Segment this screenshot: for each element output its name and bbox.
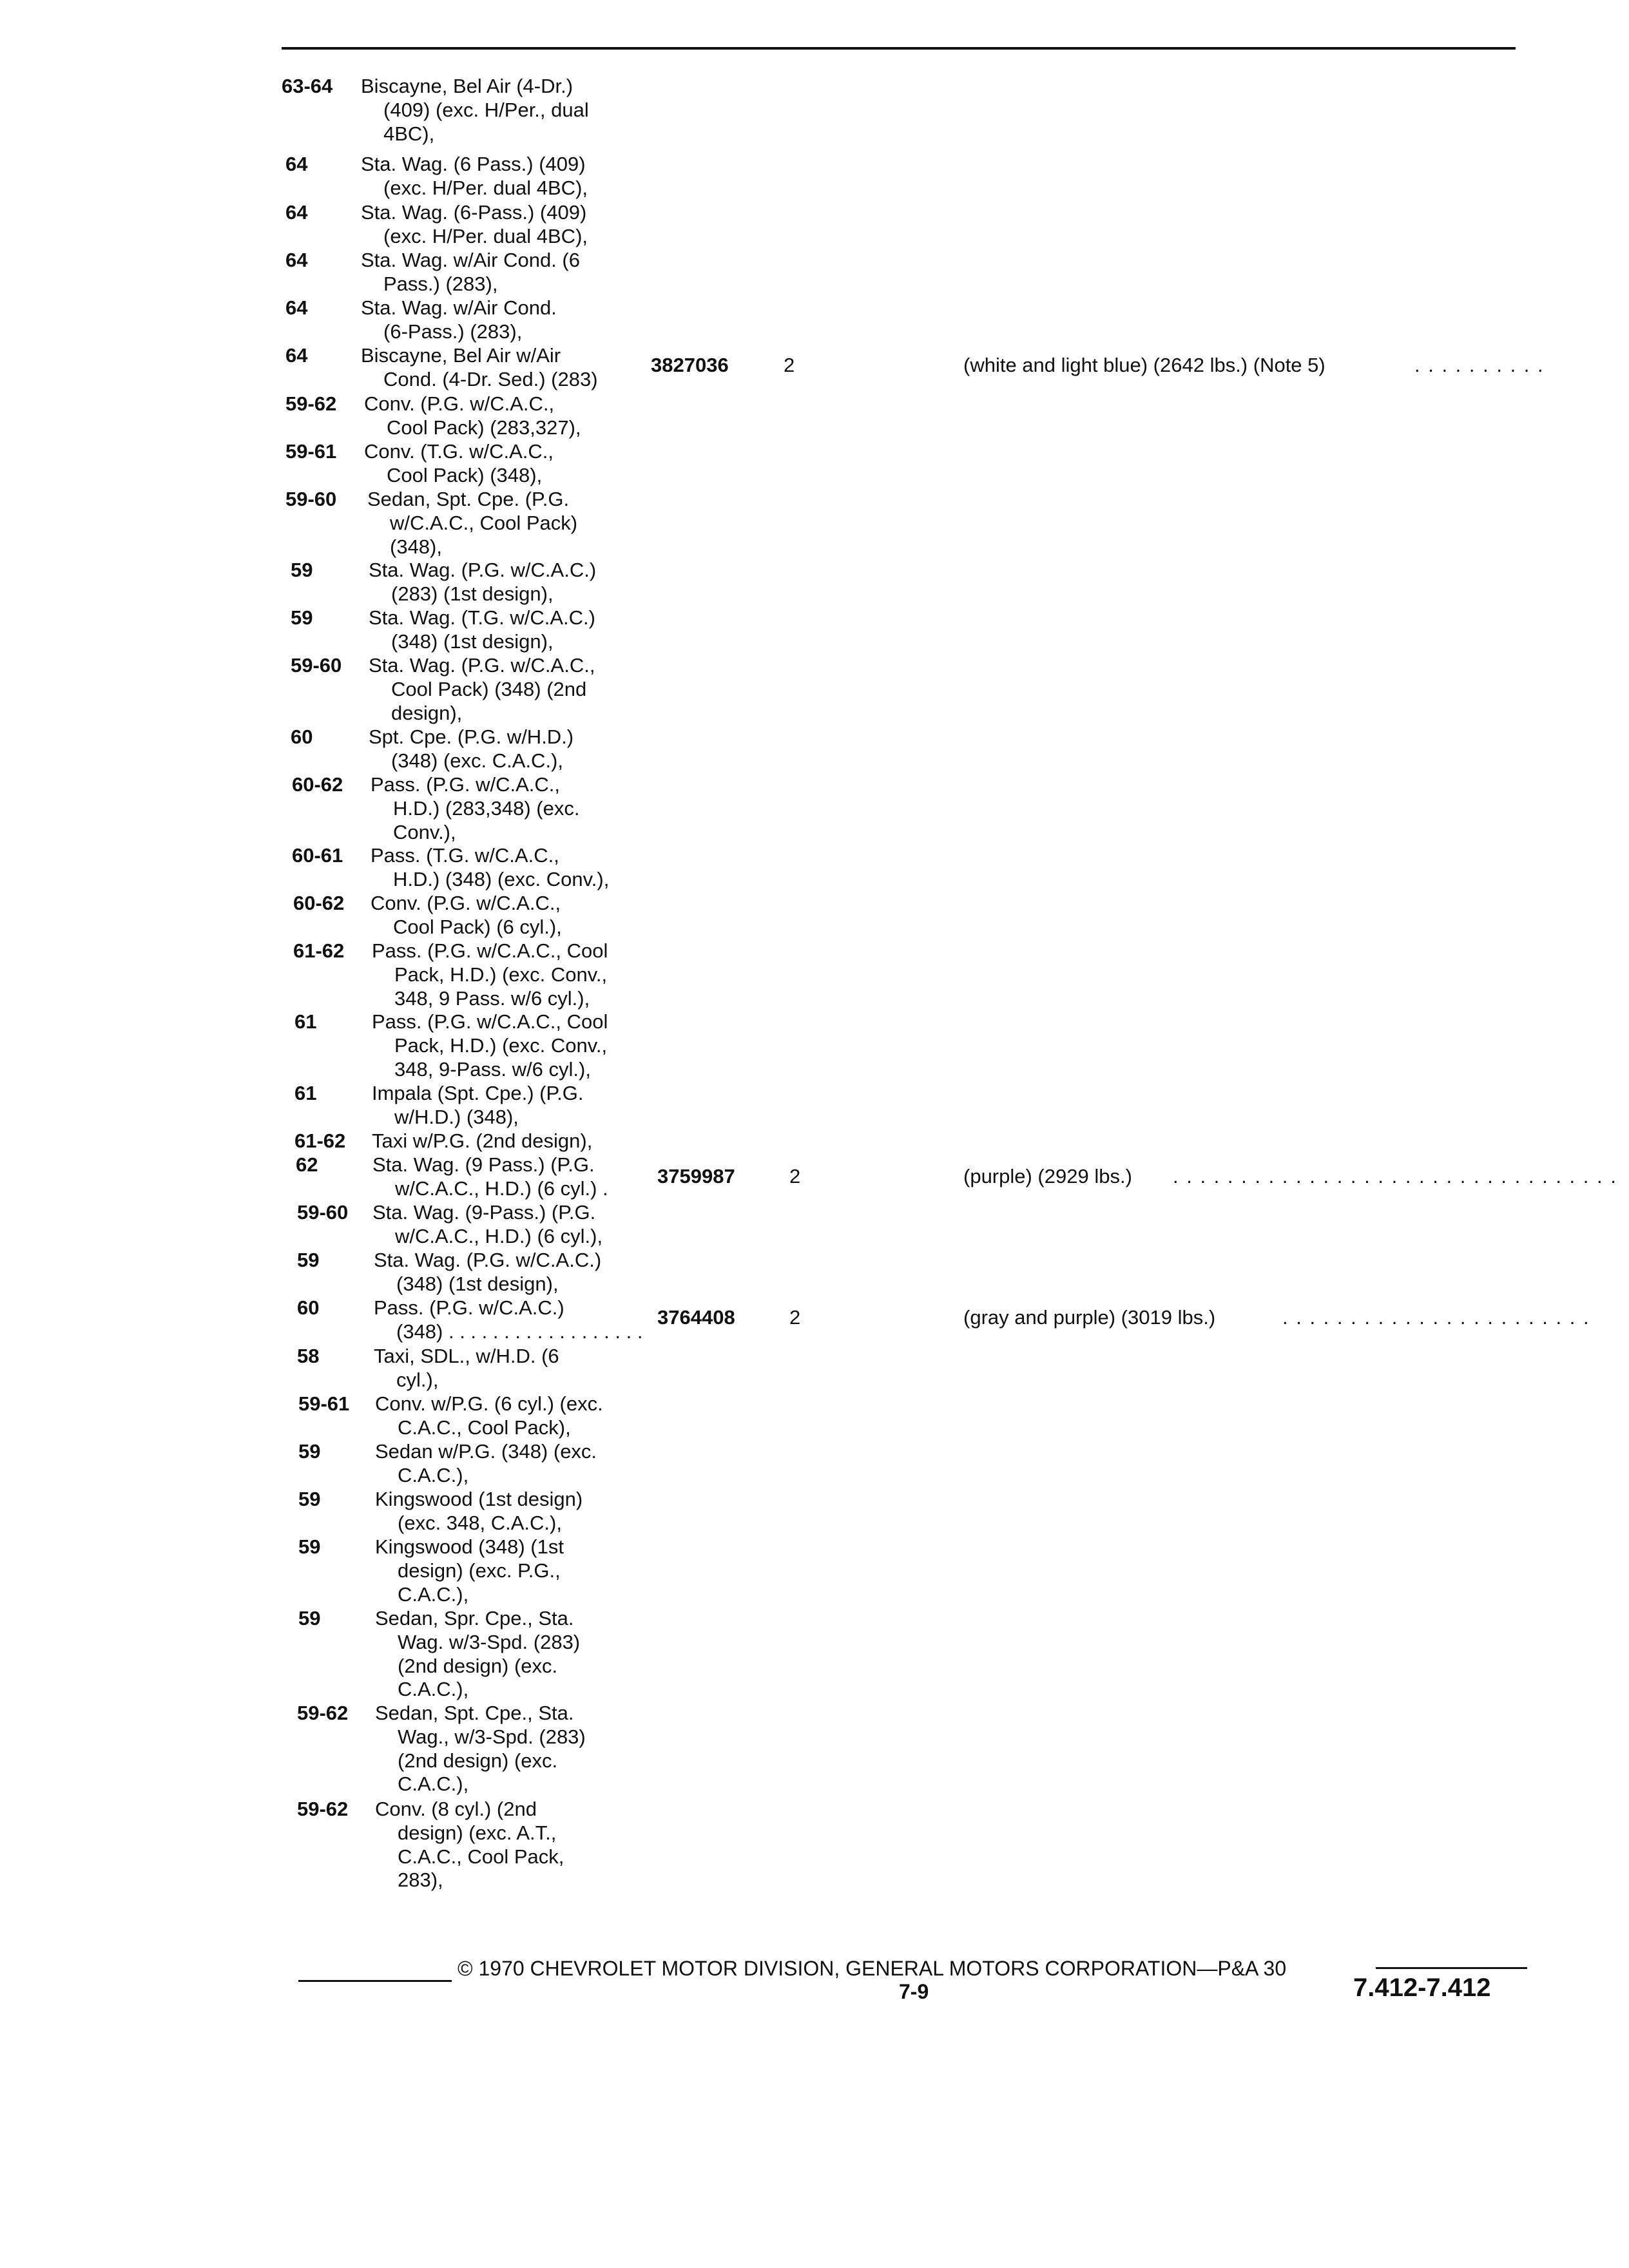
application-text-line: (348), <box>390 535 442 558</box>
model-years: 61-62 <box>294 1129 346 1152</box>
application-text-line: design), <box>391 701 463 724</box>
application-text-line: Taxi w/P.G. (2nd design), <box>372 1129 593 1152</box>
model-years: 61-62 <box>293 939 345 962</box>
dot-leader: . . . . . . . . . . . . . . . . . . . . . . . . . . . . . . . . . <box>1173 1165 1617 1187</box>
part-row <box>0 354 1629 377</box>
application-text-line: Cond. (4-Dr. Sed.) (283) <box>383 367 598 390</box>
application-text-line: w/C.A.C., H.D.) (6 cyl.) . <box>395 1177 608 1200</box>
model-years: 59 <box>298 1535 321 1558</box>
quantity: 2 <box>789 1306 801 1329</box>
model-years: 59-60 <box>285 488 337 510</box>
application-text-line: Conv. w/P.G. (6 cyl.) (exc. <box>375 1392 603 1415</box>
application-text-line: C.A.C.), <box>398 1582 469 1606</box>
application-text-line: Sta. Wag. w/Air Cond. <box>361 296 557 319</box>
application-text-line: Impala (Spt. Cpe.) (P.G. <box>372 1082 584 1104</box>
model-years: 61 <box>294 1010 317 1033</box>
application-text-line: Cool Pack) (348) (2nd <box>391 677 587 700</box>
application-text-line: Cool Pack) (6 cyl.), <box>393 915 562 938</box>
application-text-line: (348) (1st design), <box>396 1272 559 1295</box>
model-years: 63-64 <box>282 75 333 97</box>
application-entry <box>0 440 1629 486</box>
application-text-line: Biscayne, Bel Air w/Air <box>361 344 561 367</box>
application-text-line: Conv. (8 cyl.) (2nd <box>375 1798 537 1820</box>
application-entry <box>0 1201 1629 1247</box>
application-text-line: Pack, H.D.) (exc. Conv., <box>394 963 608 986</box>
model-years: 64 <box>285 201 308 224</box>
application-text-line: Pass. (P.G. w/C.A.C., Cool <box>372 939 608 962</box>
dot-leader: . . . . . . . . . . . . . . . . . . . . . . . <box>1282 1306 1590 1329</box>
application-entry <box>0 1129 1629 1153</box>
application-text-line: Biscayne, Bel Air (4-Dr.) <box>361 75 574 97</box>
application-entry <box>0 1535 1629 1606</box>
application-entry <box>0 1702 1629 1796</box>
application-text-line: Pass. (P.G. w/C.A.C., Cool <box>372 1010 608 1033</box>
application-text-line: Sta. Wag. w/Air Cond. (6 <box>361 249 580 271</box>
model-years: 64 <box>285 249 308 271</box>
model-years: 59 <box>298 1488 321 1510</box>
application-text-line: Cool Pack) (348), <box>387 463 543 486</box>
application-entry <box>0 1345 1629 1391</box>
application-text-line: design) (exc. P.G., <box>398 1559 561 1582</box>
application-text-line: Wag. w/3-Spd. (283) <box>398 1630 581 1653</box>
application-text-line: (2nd design) (exc. <box>398 1749 558 1772</box>
application-text-line: Sedan w/P.G. (348) (exc. <box>375 1440 597 1463</box>
model-years: 58 <box>297 1345 320 1367</box>
application-text-line: design) (exc. A.T., <box>398 1821 557 1844</box>
application-entry <box>0 559 1629 605</box>
model-years: 59 <box>291 606 313 629</box>
application-entry <box>0 606 1629 653</box>
application-text-line: Taxi, SDL., w/H.D. (6 <box>374 1345 559 1367</box>
application-text-line: Pass. (P.G. w/C.A.C.) <box>374 1296 564 1319</box>
application-text-line: Cool Pack) (283,327), <box>387 416 581 439</box>
application-entry <box>0 1010 1629 1081</box>
application-text-line: Pack, H.D.) (exc. Conv., <box>394 1033 608 1057</box>
application-text-line: Sta. Wag. (6-Pass.) (409) <box>361 201 587 224</box>
part-description: (white and light blue) (2642 lbs.) (Note 5) <box>963 354 1325 376</box>
application-entry <box>0 1392 1629 1439</box>
model-years: 60-62 <box>293 892 345 914</box>
model-years: 60-62 <box>292 773 343 796</box>
model-years: 59-61 <box>285 440 337 463</box>
application-text-line: Sta. Wag. (P.G. w/C.A.C.) <box>374 1249 602 1271</box>
model-years: 64 <box>285 153 308 175</box>
application-text-line: Spt. Cpe. (P.G. w/H.D.) <box>369 726 574 748</box>
application-text-line: Sedan, Spt. Cpe., Sta. <box>375 1702 574 1724</box>
application-text-line: Pass.) (283), <box>383 272 498 295</box>
application-text-line: 4BC), <box>383 122 435 145</box>
model-years: 59-62 <box>297 1798 349 1820</box>
application-entry <box>0 392 1629 439</box>
application-entry <box>0 296 1629 343</box>
top-rule <box>282 47 1516 50</box>
footer-rule-right <box>1376 1967 1527 1969</box>
application-text-line: cyl.), <box>396 1368 439 1391</box>
application-entry <box>0 892 1629 938</box>
copyright-notice: © 1970 CHEVROLET MOTOR DIVISION, GENERAL MOTORS CORPORATION—P&A 30 <box>458 1957 1287 1980</box>
application-entry <box>0 1798 1629 1892</box>
application-entry <box>0 1607 1629 1701</box>
section-number: 7.412-7.412 <box>1353 1974 1491 2002</box>
application-entry <box>0 249 1629 295</box>
part-row <box>0 1165 1629 1188</box>
application-text-line: Pass. (P.G. w/C.A.C., <box>371 773 561 796</box>
application-text-line: C.A.C., Cool Pack, <box>398 1845 564 1868</box>
application-text-line: C.A.C.), <box>398 1773 469 1796</box>
model-years: 60-61 <box>292 844 343 867</box>
application-text-line: (348) . . . . . . . . . . . . . . . . . . <box>396 1320 643 1343</box>
application-text-line: H.D.) (283,348) (exc. <box>393 796 580 820</box>
page-number: 7-9 <box>899 1980 929 2003</box>
model-years: 59-62 <box>297 1702 349 1724</box>
model-years: 59-60 <box>291 654 342 677</box>
application-entry <box>0 773 1629 843</box>
model-years: 60 <box>291 726 313 748</box>
application-entry <box>0 488 1629 558</box>
application-text-line: Sta. Wag. (6 Pass.) (409) <box>361 153 586 175</box>
part-number: 3759987 <box>657 1165 735 1187</box>
application-entry <box>0 939 1629 1010</box>
application-text-line: C.A.C.), <box>398 1463 469 1486</box>
application-entry <box>0 201 1629 247</box>
application-text-line: (409) (exc. H/Per., dual <box>383 98 589 121</box>
part-number: 3764408 <box>657 1306 735 1329</box>
application-entry <box>0 1488 1629 1534</box>
application-text-line: (exc. H/Per. dual 4BC), <box>383 176 588 199</box>
application-text-line: Conv. (P.G. w/C.A.C., <box>371 892 561 914</box>
part-row <box>0 1306 1629 1329</box>
application-text-line: Sta. Wag. (P.G. w/C.A.C., <box>369 654 595 677</box>
model-years: 59-61 <box>298 1392 350 1415</box>
footer-rule-left <box>298 1980 452 1982</box>
application-text-line: 348, 9 Pass. w/6 cyl.), <box>394 986 590 1010</box>
application-entry <box>0 1082 1629 1128</box>
application-entry <box>0 75 1629 145</box>
application-text-line: C.A.C., Cool Pack), <box>398 1416 571 1439</box>
application-text-line: Conv. (T.G. w/C.A.C., <box>364 440 554 463</box>
application-text-line: 348, 9-Pass. w/6 cyl.), <box>394 1057 591 1081</box>
application-text-line: (283) (1st design), <box>391 582 554 605</box>
application-text-line: Sta. Wag. (9 Pass.) (P.G. <box>372 1153 595 1176</box>
quantity: 2 <box>784 354 795 376</box>
dot-leader: . . . . . . . . . . <box>1414 354 1545 376</box>
application-entry <box>0 654 1629 724</box>
model-years: 59 <box>291 559 313 581</box>
application-text-line: w/C.A.C., H.D.) (6 cyl.), <box>395 1224 603 1247</box>
application-text-line: w/C.A.C., Cool Pack) <box>390 511 578 534</box>
application-text-line: Kingswood (1st design) <box>375 1488 583 1510</box>
application-text-line: Wag., w/3-Spd. (283) <box>398 1725 586 1748</box>
application-entry <box>0 1440 1629 1486</box>
application-entry <box>0 1249 1629 1295</box>
part-number: 3827036 <box>651 354 729 376</box>
model-years: 59-62 <box>285 392 337 415</box>
application-entry <box>0 844 1629 890</box>
model-years: 62 <box>296 1153 318 1176</box>
application-entry <box>0 153 1629 199</box>
application-text-line: 283), <box>398 1869 443 1892</box>
application-text-line: (2nd design) (exc. <box>398 1654 558 1677</box>
part-description: (gray and purple) (3019 lbs.) <box>963 1306 1216 1329</box>
application-text-line: H.D.) (348) (exc. Conv.), <box>393 867 610 890</box>
model-years: 59-60 <box>297 1201 349 1224</box>
application-text-line: Conv. (P.G. w/C.A.C., <box>364 392 555 415</box>
application-text-line: (exc. 348, C.A.C.), <box>398 1511 562 1534</box>
model-years: 61 <box>294 1082 317 1104</box>
application-text-line: (348) (exc. C.A.C.), <box>391 749 563 772</box>
application-text-line: Sta. Wag. (9-Pass.) (P.G. <box>372 1201 596 1224</box>
application-text-line: Sedan, Spr. Cpe., Sta. <box>375 1607 574 1629</box>
application-text-line: (exc. H/Per. dual 4BC), <box>383 224 588 247</box>
application-text-line: Pass. (T.G. w/C.A.C., <box>371 844 559 867</box>
application-text-line: w/H.D.) (348), <box>394 1105 519 1128</box>
part-description: (purple) (2929 lbs.) <box>963 1165 1132 1187</box>
model-years: 59 <box>297 1249 320 1271</box>
application-text-line: Kingswood (348) (1st <box>375 1535 564 1558</box>
quantity: 2 <box>789 1165 801 1187</box>
application-text-line: Sedan, Spt. Cpe. (P.G. <box>367 488 570 510</box>
model-years: 59 <box>298 1607 321 1629</box>
application-text-line: Sta. Wag. (P.G. w/C.A.C.) <box>369 559 597 581</box>
application-text-line: Sta. Wag. (T.G. w/C.A.C.) <box>369 606 595 629</box>
model-years: 64 <box>285 344 308 367</box>
model-years: 64 <box>285 296 308 319</box>
application-text-line: Conv.), <box>393 820 456 843</box>
model-years: 60 <box>297 1296 320 1319</box>
application-text-line: C.A.C.), <box>398 1678 469 1701</box>
application-text-line: (6-Pass.) (283), <box>383 320 523 343</box>
application-entry <box>0 726 1629 772</box>
model-years: 59 <box>298 1440 321 1463</box>
application-text-line: (348) (1st design), <box>391 629 554 653</box>
